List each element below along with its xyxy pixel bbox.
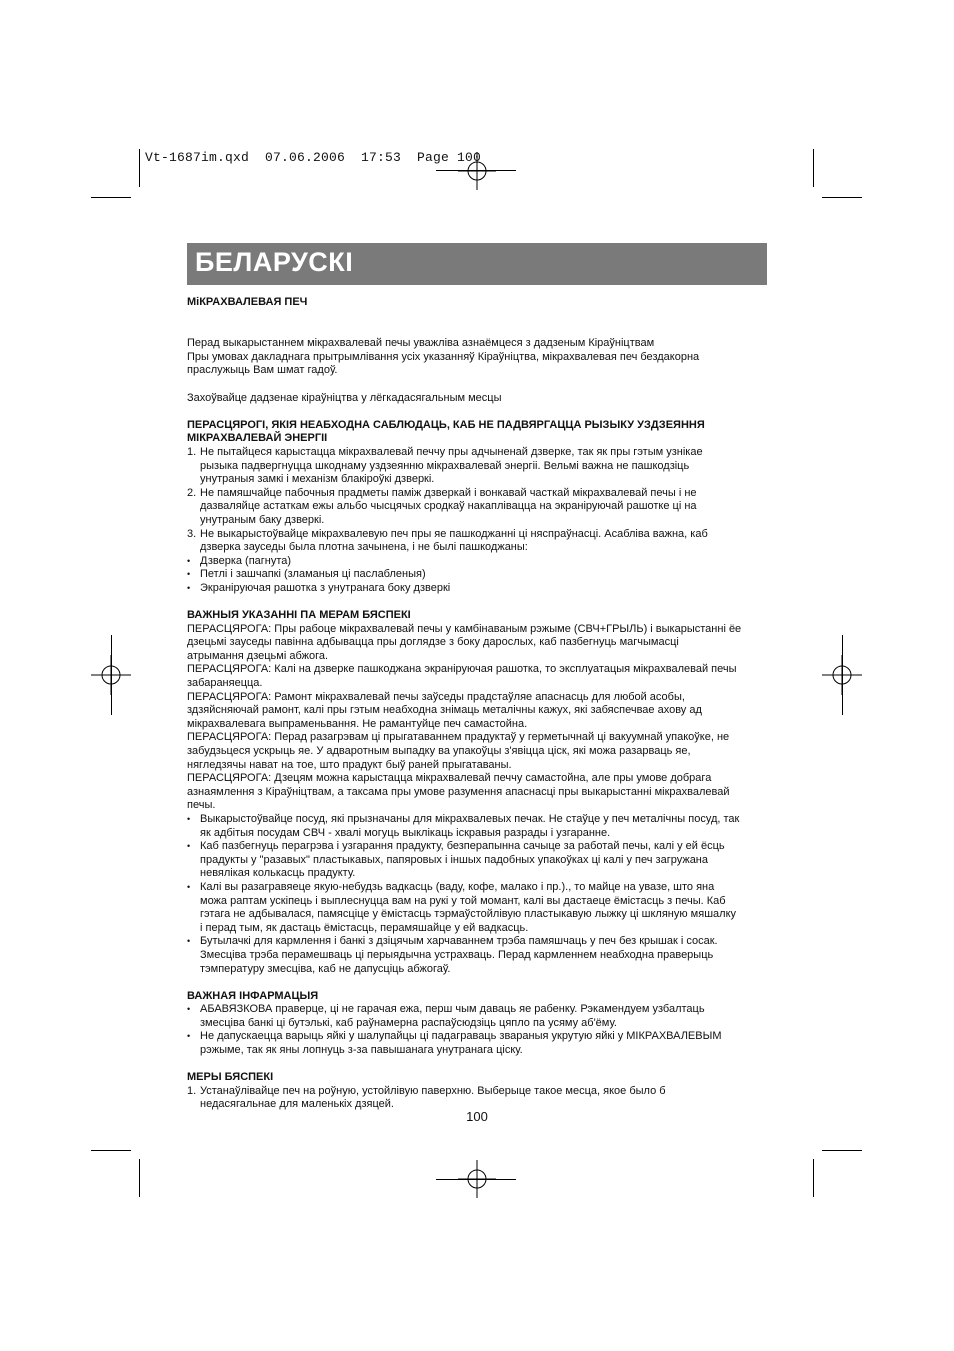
crop-mark	[91, 1150, 131, 1151]
warning-line: здзяйсняючай рамонт, калі пры гэтым неабходна знімаць металічны кажух, які забяспечвае ахову ад	[187, 704, 702, 717]
bullet-item	[187, 1030, 767, 1057]
list-item-line: рызыка падвергнуцца шкоднаму уздзеянню мікрахвалевай энергіі. Вельмі важна не пашкодзіць	[200, 459, 690, 472]
crop-mark	[842, 635, 843, 715]
bullet-line: прадукты у "разавых" пластыкавых, папяровых і іншых падобных упакоўках ці калі у печ загружана	[200, 853, 709, 866]
warning-line: ПЕРАСЦЯРОГА: Пры рабоце мікрахвалевай печы у камбінаваным рэжыме (СВЧ+ГРЫЛЬ) і выкарыстанні ёе	[187, 622, 742, 635]
safety-paragraphs	[187, 623, 767, 813]
list-item-line: Не пытайцеся карыстацца мікрахвалевай печчу пры адчыненай дзверке, так як пры гэтым узнікае	[200, 445, 703, 458]
crop-mark	[91, 197, 131, 198]
crop-mark	[139, 1159, 140, 1197]
bullet-line: гэтага не адбывалася, памясціце у ёмістасць тэрмаўстойлівую пластыкавую лыжку ці шкляную мяшалку	[200, 908, 737, 921]
bullet-item	[187, 555, 767, 569]
document-body	[187, 296, 767, 1112]
bullet-line: Не дапускаецца варыць яйкі у шалупайцы ці падаграваць звараныя укрутую яйкі у МІКРАХВАЛЕВЫМ	[200, 1030, 722, 1043]
crop-mark	[813, 1159, 814, 1197]
language-header-bar	[187, 243, 767, 285]
warning-line: ПЕРАСЦЯРОГА: Дзецям можна карыстацца мікрахвалевай печчу самастойна, але пры умове добрага	[187, 772, 712, 785]
info-bullets	[187, 1003, 767, 1057]
bullet-item	[187, 813, 767, 840]
crop-mark	[111, 635, 112, 715]
list-number: 2.	[187, 486, 197, 499]
crop-mark	[436, 170, 516, 171]
product-title: МіКРАХВАЛЕВАЯ ПЕЧ	[187, 296, 308, 308]
bullet-item	[187, 881, 767, 935]
warning-line: нягледзячы нават на тое, што прадукт быў раней прыгатаваны.	[187, 758, 512, 771]
warning-line: печы.	[187, 799, 216, 812]
bullet-item	[187, 935, 767, 976]
bullet-marker: •	[187, 555, 191, 566]
bullet-line: і перад тым, як дастаць ёмістасць, перамяшайце у ей вадкасць.	[200, 921, 529, 934]
crop-mark	[139, 149, 140, 187]
bullet-marker: •	[187, 936, 191, 947]
bullet-line: тэмпературу змесціва, каб не дапусціць абжогаў.	[200, 962, 451, 975]
crop-mark	[436, 1179, 516, 1180]
safety-heading: ВАЖНЫЯ УКАЗАННІ ПА МЕРАМ БЯСПЕКІ	[187, 609, 411, 622]
warning-line: забудзьцеся ускрыць яе. У адваротным выпадку ва упакоўцы з'явіцца ціск, які можа разарваць яе,	[187, 745, 691, 757]
bullet-line: рэжыме, так як яны лопнуць з-за павышанага унутранага ціску.	[200, 1044, 523, 1057]
precautions-list	[187, 446, 767, 596]
list-item-line: Устанаўлівайце печ на роўную, устойлівую паверхню. Выберыце такое месца, якое было б	[200, 1084, 666, 1097]
list-item-line: дазваляйце астаткам ежы альбо чысцячых сродкаў накаплівацца на экраніруючай рашотке ці на	[200, 500, 697, 513]
bullet-line: Бутылачкі для кармлення і банкі з дзіцячым харчаваннем трэба памяшчаць у печ без крышак і сосак.	[200, 935, 718, 948]
bullet-item	[187, 1003, 767, 1030]
bullet-line: Экраніруючая рашотка з унутранага боку дзверкі	[200, 581, 451, 594]
bullet-line: АБАВЯЗКОВА праверце, ці не гарачая ежа, перш чым даваць яе рабенку. Рэкамендуем узбалтаць	[200, 1003, 705, 1016]
bullet-item	[187, 582, 767, 596]
bullet-marker: •	[187, 881, 191, 892]
list-item	[187, 528, 767, 555]
intro-line: праслужыць Вам шмат гадоў.	[187, 364, 338, 377]
language-title: БЕЛАРУСКІ	[195, 247, 354, 277]
measures-heading: МЕРЫ БЯСПЕКІ	[187, 1071, 274, 1084]
list-number: 3.	[187, 527, 197, 540]
bullet-marker: •	[187, 813, 191, 824]
warning-line: азнаямлення з Кіраўніцтвам, а таксама пры умове разумення апаснасці пры выкарыстанні мікрахвалевай	[187, 785, 730, 798]
warning-line: ПЕРАСЦЯРОГА: Рамонт мікрахвалевай печы заўседы прадстаўляе апаснасць для любой асобы,	[187, 690, 685, 703]
warning-line: мікрахвалевага выпраменьвання. Не рамантуйце печ самастойна.	[187, 717, 528, 730]
warning-line: ПЕРАСЦЯРОГА: Калі на дзверке пашкоджана экраніруючая рашотка, то эксплуатацыя мікрахвалевай печы	[187, 663, 737, 676]
precautions-heading: ПЕРАСЦЯРОГІ, ЯКІЯ НЕАБХОДНА САБЛЮДАЦЬ, КАБ НЕ ПАДВЯРГАЦЦА РЫЗЫКУ УЗДЗЕЯННЯ	[187, 418, 705, 431]
bullet-item	[187, 568, 767, 582]
page-number: 100	[466, 1109, 488, 1124]
list-item	[187, 446, 767, 487]
crop-mark	[813, 149, 814, 187]
list-item-line: Не памяшчайце пабочныя прадметы паміж дзверкай і вонкавай часткай мікрахвалевай печы і не	[200, 486, 697, 499]
precautions-heading: МІКРАХВАЛЕВАЙ ЭНЕРГІІ	[187, 432, 328, 445]
bullet-line: можа раптам ускіпець і выплеснуцца вам на рукі у той момант, калі вы дастаеце ёмістасць з печы. Каб	[200, 894, 726, 907]
measures-list	[187, 1085, 767, 1112]
keep-note: Захоўвайце дадзенае кіраўніцтва у лёгкадасягальным месцы	[187, 391, 502, 404]
list-item	[187, 487, 767, 528]
bullet-marker: •	[187, 841, 191, 852]
list-item-line: Не выкарыстоўвайце мікрахвалевую печ пры яе пашкоджанні ці няспраўнасці. Асабліва важна, каб	[200, 527, 708, 540]
list-number: 1.	[187, 445, 197, 458]
warning-line: забараняецца.	[187, 677, 263, 690]
bullet-line: Дзверка (пагнута)	[200, 554, 292, 567]
warning-line: дзецьмі зауседы павінна адбывацца пры доглядзе з боку дарослых, каб пазбегнуць магчымасці	[187, 636, 679, 649]
list-item	[187, 1085, 767, 1112]
safety-bullets	[187, 813, 767, 976]
info-heading: ВАЖНАЯ ІНФАРМАЦЫЯ	[187, 989, 319, 1002]
list-item-line: недасягальнае для маленькіх дзяцей.	[200, 1098, 394, 1111]
bullet-marker: •	[187, 569, 191, 580]
list-item-line: унутраныя замкі і механізм блакіроўкі дзверкі.	[200, 473, 435, 486]
bullet-line: як адбітыя посудам СВЧ - хвалі могуць выклікаць іскравыя разрады і узгаранне.	[200, 826, 611, 839]
bullet-line: змесціва банкі ці бутэлькі, каб раўнамерна распаўсюдзіць цяпло па усяму аб'ёму.	[200, 1016, 617, 1029]
bullet-marker: •	[187, 1031, 191, 1042]
list-number: 1.	[187, 1084, 197, 1097]
print-header-slug: Vt-1687im.qxd 07.06.2006 17:53 Page 100	[145, 150, 482, 165]
bullet-line: невялікая колькасць прадукту.	[200, 867, 356, 880]
list-item-line: унутраным баку дзверкі.	[200, 513, 325, 526]
bullet-marker: •	[187, 582, 191, 593]
bullet-marker: •	[187, 1004, 191, 1015]
intro-line: Пры умовах дакладнага прытрымлівання усіх указанняў Кіраўніцтва, мікрахвалевая печ бездакорна	[187, 350, 700, 363]
intro-line: Перад выкарыстаннем мікрахвалевай печы уважліва азнаёмцеся з дадзеным Кіраўніцтвам	[187, 337, 655, 350]
bullet-line: Выкарыстоўвайце посуд, які прызначаны для мікрахвалевых печак. Не стаўце у печ металічны посуд, так	[200, 812, 740, 825]
crop-mark	[822, 197, 862, 198]
warning-line: ПЕРАСЦЯРОГА: Перад разагрэвам ці прыгатаваннем прадуктаў у герметычнай ці вакуумнай упакоўке, не	[187, 731, 730, 744]
bullet-item	[187, 840, 767, 881]
warning-line: атрымання дзецьмі абжога.	[187, 649, 329, 662]
list-item-line: дзверка зауседы была плотна зачынена, і не былі пашкоджаны:	[200, 541, 528, 554]
bullet-line: Петлі і зашчапкі (зламаныя ці паслабленыя)	[200, 568, 426, 581]
bullet-line: Калі вы разагравяеце якую-небудзь вадкасць (ваду, кофе, малако і пр.)., то майце на увазе, што яна	[200, 880, 715, 893]
bullet-line: Змесціва трэба перамешваць ці перыядычна устрахваць. Перад кармленнем неабходна праверыць	[200, 948, 714, 961]
bullet-line: Каб пазбегнуць перагрэва і узгарання прадукту, безперапынна сачыце за работай печы, калі у ей ёсць	[200, 840, 725, 853]
crop-mark	[822, 1150, 862, 1151]
